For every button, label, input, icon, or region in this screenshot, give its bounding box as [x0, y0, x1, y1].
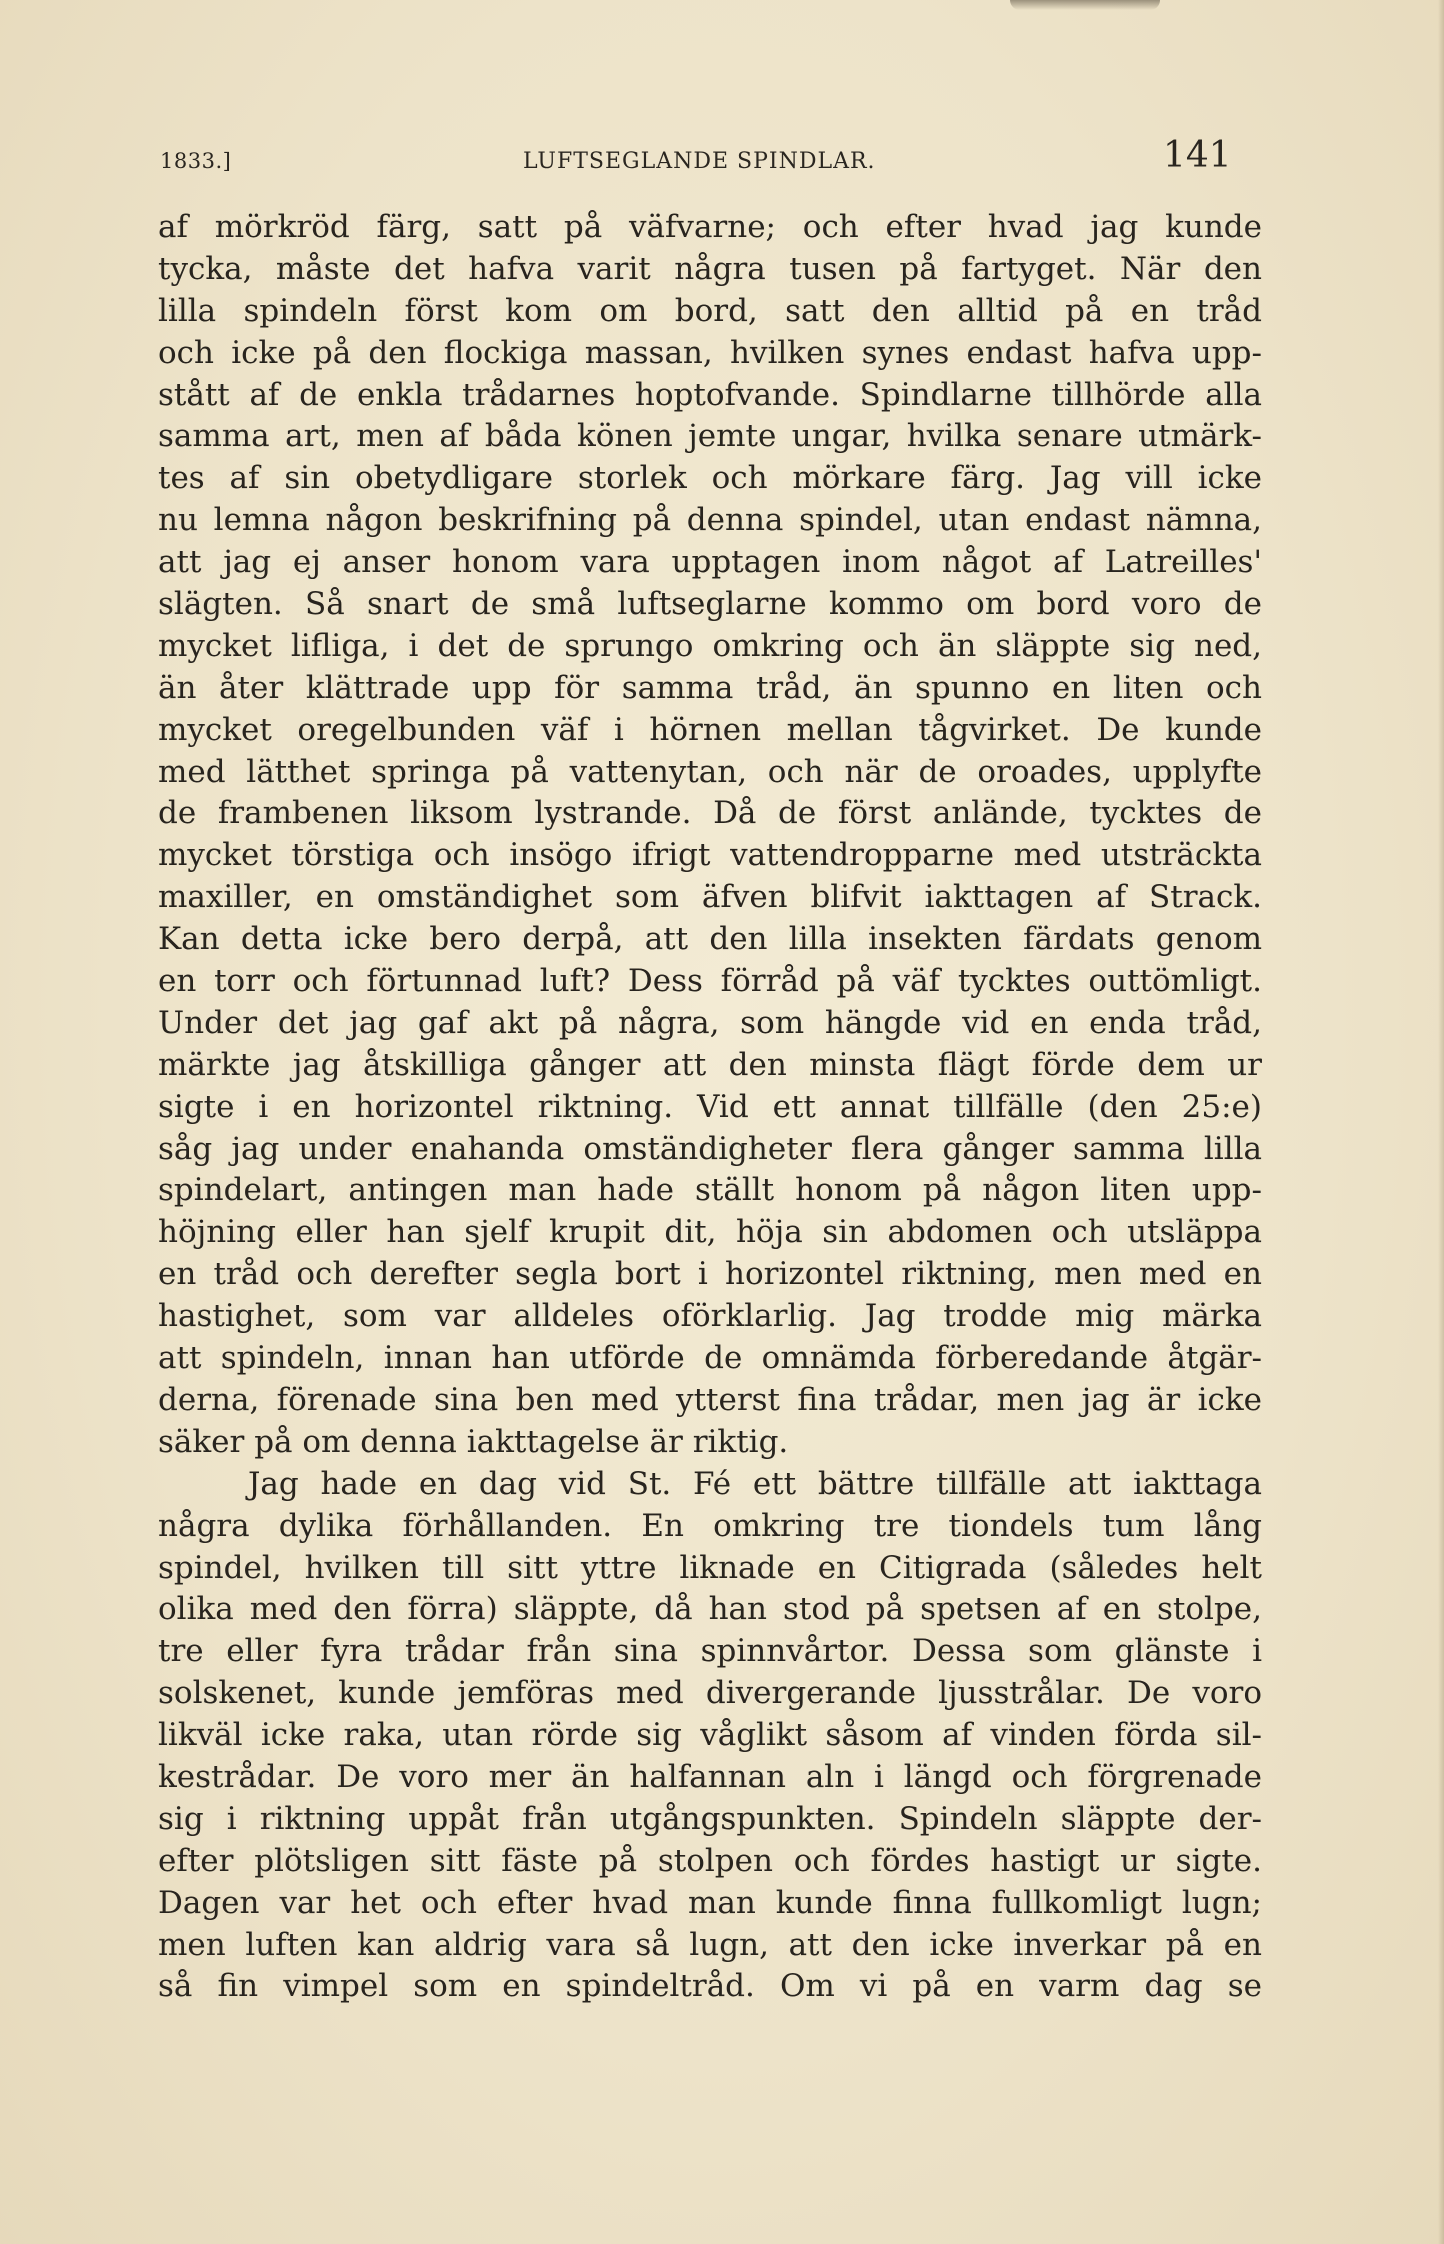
text-line: lilla spindeln först kom om bord, satt den alltid på en tråd: [158, 292, 1262, 329]
text-line: spindelart, antingen man hade ställt honom på någon liten upp-: [158, 1172, 1262, 1209]
text-line: höjning eller han sjelf krupit dit, höja sin abdomen och utsläppa: [158, 1214, 1262, 1251]
text-line: sigte i en horizontel riktning. Vid ett annat tillfälle (den 25:e): [158, 1088, 1262, 1125]
text-line: märkte jag åtskilliga gånger att den minsta flägt förde dem ur: [158, 1046, 1262, 1083]
text-line: en torr och förtunnad luft? Dess förråd på väf tycktes outtömligt.: [158, 963, 1262, 1000]
text-line: de frambenen liksom lystrande. Då de först anlände, tycktes de: [158, 795, 1262, 832]
text-line: med lätthet springa på vattenytan, och när de oroades, upplyfte: [158, 753, 1262, 790]
text-line: att spindeln, innan han utförde de omnämda förberedande åtgär-: [158, 1340, 1262, 1377]
text-line: efter plötsligen sitt fäste på stolpen och fördes hastigt ur sigte.: [158, 1842, 1262, 1879]
running-head: [160, 135, 1240, 185]
text-line: säker på om denna iakttagelse är riktig.: [158, 1423, 789, 1460]
text-line: och icke på den flockiga massan, hvilken synes endast hafva upp-: [158, 334, 1262, 371]
text-line: så fin vimpel som en spindeltråd. Om vi på en varm dag se: [158, 1968, 1262, 2005]
text-line: mycket törstiga och insögo ifrigt vattendropparne med utsträckta: [158, 837, 1262, 874]
text-line: tycka, måste det hafva varit några tusen på fartyget. När den: [158, 250, 1262, 287]
page-number: 141: [1163, 135, 1232, 176]
text-line: kestrådar. De voro mer än halfannan aln i längd och förgrenade: [158, 1758, 1262, 1795]
text-line: spindel, hvilken till sitt yttre liknade en Citigrada (således helt: [158, 1549, 1262, 1586]
header-title: LUFTSEGLANDE SPINDLAR.: [523, 149, 876, 174]
text-line: af mörkröd färg, satt på väfvarne; och efter hvad jag kunde: [158, 209, 1262, 245]
text-line: maxiller, en omständighet som äfven blifvit iakttagen af Strack.: [158, 879, 1262, 916]
text-line: mycket oregelbunden väf i hörnen mellan tågvirket. De kunde: [158, 711, 1262, 748]
text-line: Kan detta icke bero derpå, att den lilla insekten färdats genom: [158, 921, 1262, 958]
text-line: tre eller fyra trådar från sina spinnvårtor. Dessa som glänste i: [158, 1633, 1262, 1670]
text-line: stått af de enkla trådarnes hoptofvande. Spindlarne tillhörde alla: [158, 376, 1262, 413]
text-line: Under det jag gaf akt på några, som hängde vid en enda tråd,: [158, 1004, 1262, 1041]
text-line: solskenet, kunde jemföras med divergerande ljusstrålar. De voro: [158, 1675, 1262, 1712]
text-line: derna, förenade sina ben med ytterst fina trådar, men jag är icke: [158, 1381, 1262, 1418]
page-smudge: [1010, 0, 1160, 10]
text-line: men luften kan aldrig vara så lugn, att den icke inverkar på en: [158, 1926, 1262, 1963]
body-text: [158, 207, 1262, 2008]
text-line: Jag hade en dag vid St. Fé ett bättre tillfälle att iakttaga: [248, 1465, 1262, 1502]
text-line: mycket lifliga, i det de sprungo omkring och än släppte sig ned,: [158, 627, 1262, 664]
text-line: Dagen var het och efter hvad man kunde finna fullkomligt lugn;: [158, 1884, 1262, 1921]
text-line: än åter klättrade upp för samma tråd, än spunno en liten och: [158, 669, 1262, 706]
text-line: sig i riktning uppåt från utgångspunkten. Spindeln släppte der-: [158, 1800, 1262, 1837]
text-line: att jag ej anser honom vara upptagen inom något af Latreilles': [158, 544, 1262, 581]
header-year: 1833.]: [160, 149, 232, 173]
text-line: såg jag under enahanda omständigheter flera gånger samma lilla: [158, 1130, 1262, 1167]
text-line: en tråd och derefter segla bort i horizontel riktning, men med en: [158, 1256, 1262, 1293]
text-line: olika med den förra) släppte, då han stod på spetsen af en stolpe,: [158, 1591, 1262, 1628]
text-line: några dylika förhållanden. En omkring tre tiondels tum lång: [158, 1507, 1262, 1544]
text-line: tes af sin obetydligare storlek och mörkare färg. Jag vill icke: [158, 460, 1262, 497]
text-line: samma art, men af båda könen jemte ungar, hvilka senare utmärk-: [158, 418, 1262, 455]
page-edge: [1438, 0, 1444, 2244]
text-line: slägten. Så snart de små luftseglarne kommo om bord voro de: [158, 586, 1262, 623]
text-line: hastighet, som var alldeles oförklarlig. Jag trodde mig märka: [158, 1298, 1262, 1335]
text-line: likväl icke raka, utan rörde sig våglikt såsom af vinden förda sil-: [158, 1717, 1262, 1754]
text-line: nu lemna någon beskrifning på denna spindel, utan endast nämna,: [158, 502, 1262, 539]
